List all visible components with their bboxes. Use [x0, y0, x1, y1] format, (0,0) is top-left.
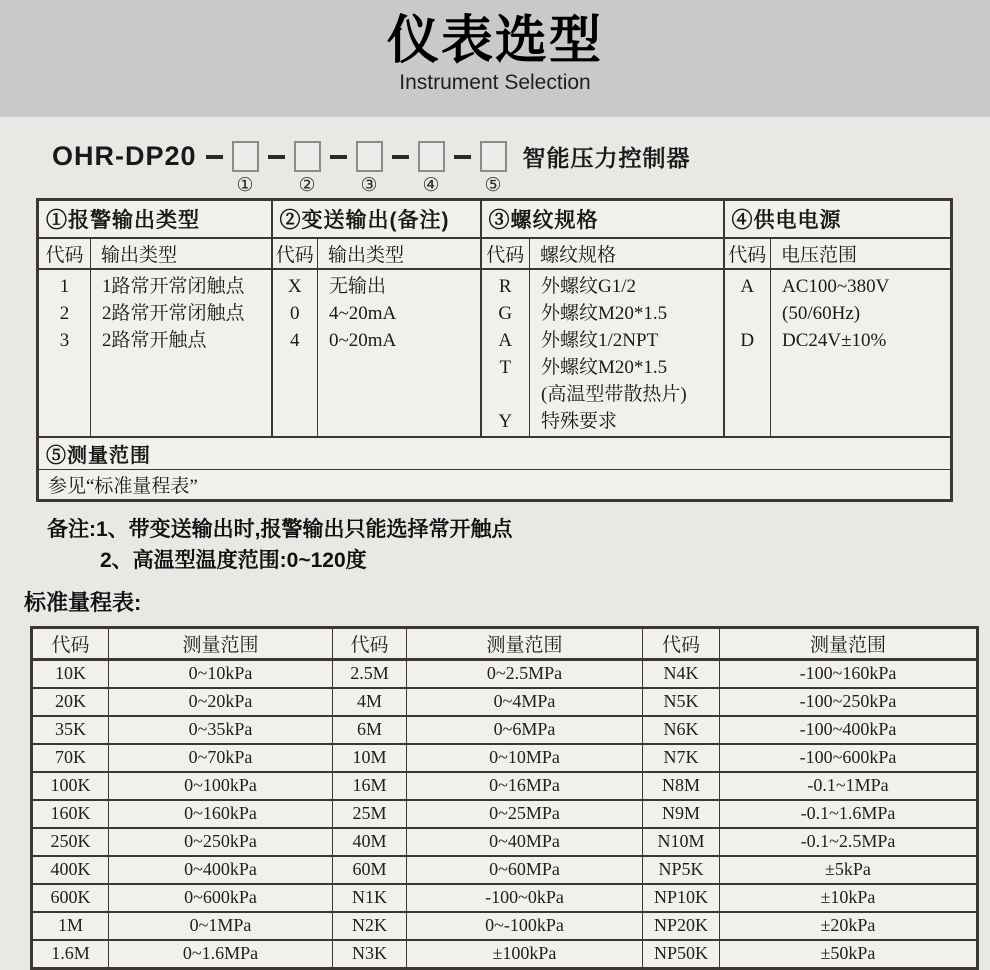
range-cell: 0~60MPa [407, 856, 643, 884]
code-cell: 0 [290, 302, 300, 324]
range-cell: -100~400kPa [720, 716, 978, 744]
code-cell: 160K [32, 800, 109, 828]
selection-table-subheaders [38, 238, 952, 269]
page-subtitle: Instrument Selection [399, 71, 591, 94]
model-prefix: OHR-DP20 [52, 141, 197, 171]
table-row [32, 659, 978, 688]
code-cell: 1.6M [32, 940, 109, 969]
page-banner [0, 0, 990, 117]
range-cell: ±100kPa [407, 940, 643, 969]
remark-line-2: 2、高温型温度范围:0~120度 [100, 548, 367, 572]
range-cell: -100~160kPa [720, 659, 978, 688]
range-cell: ±10kPa [720, 884, 978, 912]
value-cell: DC24V±10% [782, 329, 887, 351]
code-cell: N4K [643, 659, 720, 688]
code-cell: A [740, 275, 755, 297]
selection-table-body [38, 269, 952, 437]
section-4-values [771, 269, 952, 437]
value-cell: 外螺纹M20*1.5 [541, 356, 668, 378]
code-cell: NP20K [643, 912, 720, 940]
code-cell: N7K [643, 744, 720, 772]
range-cell: 0~40MPa [407, 828, 643, 856]
code-cell: 6M [333, 716, 407, 744]
code-cell: 25M [333, 800, 407, 828]
code-cell: 10K [32, 659, 109, 688]
range-table-label: 标准量程表: [24, 589, 142, 615]
range-cell: 0~160kPa [109, 800, 333, 828]
dash-separator [330, 155, 347, 159]
code-cell: N1K [333, 884, 407, 912]
code-cell: X [287, 275, 302, 297]
code-cell: 60M [333, 856, 407, 884]
slot-number-5: ⑤ [484, 175, 502, 196]
code-cell: N8M [643, 772, 720, 800]
range-cell: -100~0kPa [407, 884, 643, 912]
table-row [32, 856, 978, 884]
selection-table-section-headers [38, 200, 952, 238]
range-cell: -100~250kPa [720, 688, 978, 716]
code-cell: N6K [643, 716, 720, 744]
value-cell: (50/60Hz) [782, 302, 861, 324]
code-cell: NP5K [643, 856, 720, 884]
standard-range-table [30, 626, 979, 970]
dash-separator [206, 155, 223, 159]
selection-table [36, 198, 953, 502]
code-cell: 20K [32, 688, 109, 716]
code-cell: 16M [333, 772, 407, 800]
section-3-code-header: 代码 [481, 238, 530, 269]
range-cell: 0~100kPa [109, 772, 333, 800]
code-cell [726, 300, 770, 327]
code-cell: N5K [643, 688, 720, 716]
model-slot-5 [480, 141, 507, 196]
range-cell: -0.1~1MPa [720, 772, 978, 800]
col-header: 代码 [32, 627, 109, 659]
range-cell: ±20kPa [720, 912, 978, 940]
code-cell: 100K [32, 772, 109, 800]
range-cell: 0~2.5MPa [407, 659, 643, 688]
section-5-value-row [38, 469, 952, 500]
section-5-header-row [38, 437, 952, 470]
section-1-codes [38, 269, 91, 437]
code-cell: 3 [59, 329, 70, 351]
range-cell: ±5kPa [720, 856, 978, 884]
table-row [32, 828, 978, 856]
section-4-code-header: 代码 [724, 238, 771, 269]
code-cell: G [498, 302, 513, 324]
code-cell: 600K [32, 884, 109, 912]
table-row [32, 800, 978, 828]
model-slot-1 [232, 141, 259, 196]
value-cell: 2路常开常闭触点 [102, 302, 245, 324]
code-cell: 2.5M [333, 659, 407, 688]
dash-separator [392, 155, 409, 159]
model-slot-2 [294, 141, 321, 196]
code-cell: A [498, 329, 513, 351]
range-cell: 0~16MPa [407, 772, 643, 800]
code-cell: 4M [333, 688, 407, 716]
table-row [32, 884, 978, 912]
code-cell: Y [498, 410, 513, 432]
table-row [32, 940, 978, 969]
dash-separator [454, 155, 471, 159]
range-cell: ±50kPa [720, 940, 978, 969]
page-title: 仪表选型 [386, 12, 603, 70]
section-3-values [530, 269, 724, 437]
code-cell: N3K [333, 940, 407, 969]
col-header: 测量范围 [109, 627, 333, 659]
section-1-code-header: 代码 [38, 238, 91, 269]
value-cell: 2路常开触点 [102, 329, 207, 351]
range-cell: 0~-100kPa [407, 912, 643, 940]
code-cell: 70K [32, 744, 109, 772]
col-header: 测量范围 [720, 627, 978, 659]
section-3-title: ③螺纹规格 [481, 200, 724, 238]
value-cell: 无输出 [329, 275, 387, 297]
section-2-code-header: 代码 [272, 238, 318, 269]
range-table-header-row [32, 627, 978, 659]
code-cell: NP50K [643, 940, 720, 969]
col-header: 代码 [333, 627, 407, 659]
range-cell: 0~4MPa [407, 688, 643, 716]
value-cell: 0~20mA [329, 329, 397, 351]
value-cell: 外螺纹G1/2 [541, 275, 637, 297]
value-cell: 4~20mA [329, 302, 397, 324]
table-row [32, 772, 978, 800]
range-cell: 0~10MPa [407, 744, 643, 772]
range-cell: 0~1.6MPa [109, 940, 333, 969]
slot-number-1: ① [236, 175, 254, 196]
value-cell: 外螺纹M20*1.5 [541, 302, 668, 324]
section-2-title: ②变送输出(备注) [272, 200, 481, 238]
range-cell: 0~6MPa [407, 716, 643, 744]
range-cell: -0.1~1.6MPa [720, 800, 978, 828]
value-cell: 外螺纹1/2NPT [541, 329, 659, 351]
section-4-title: ④供电电源 [724, 200, 952, 238]
section-2-codes [272, 269, 318, 437]
code-cell: N10M [643, 828, 720, 856]
code-cell: 4 [290, 329, 300, 351]
slot-number-2: ② [298, 175, 316, 196]
section-2-values [318, 269, 481, 437]
table-row [32, 912, 978, 940]
range-cell: -100~600kPa [720, 744, 978, 772]
section-2-value-header: 输出类型 [318, 238, 481, 269]
range-cell: -0.1~2.5MPa [720, 828, 978, 856]
code-cell: 250K [32, 828, 109, 856]
code-cell: 1M [32, 912, 109, 940]
range-cell: 0~600kPa [109, 884, 333, 912]
section-5-value: 参见“标准量程表” [48, 475, 198, 497]
section-1-title: ①报警输出类型 [38, 200, 272, 238]
code-cell: N2K [333, 912, 407, 940]
value-cell: 1路常开常闭触点 [102, 275, 245, 297]
section-3-value-header: 螺纹规格 [530, 238, 724, 269]
value-cell: 特殊要求 [541, 410, 618, 432]
range-cell: 0~25MPa [407, 800, 643, 828]
section-5-title: ⑤测量范围 [38, 437, 952, 470]
code-cell: 2 [59, 302, 70, 324]
range-cell: 0~35kPa [109, 716, 333, 744]
model-code-diagram [52, 140, 990, 196]
section-3-codes [481, 269, 530, 437]
section-4-value-header: 电压范围 [771, 238, 952, 269]
remark-line-1: 备注:1、带变送输出时,报警输出只能选择常开触点 [47, 517, 513, 541]
range-cell: 0~70kPa [109, 744, 333, 772]
slot-number-3: ③ [360, 175, 378, 196]
range-cell: 0~400kPa [109, 856, 333, 884]
model-slot-3 [356, 141, 383, 196]
code-cell: 400K [32, 856, 109, 884]
section-1-values [91, 269, 272, 437]
remarks [47, 516, 990, 575]
code-cell: 10M [333, 744, 407, 772]
col-header: 测量范围 [407, 627, 643, 659]
range-cell: 0~1MPa [109, 912, 333, 940]
range-cell: 0~10kPa [109, 659, 333, 688]
table-row [32, 716, 978, 744]
range-cell: 0~250kPa [109, 828, 333, 856]
code-cell: NP10K [643, 884, 720, 912]
value-cell: (高温型带散热片) [541, 383, 687, 405]
code-cell: D [740, 329, 755, 351]
table-row [32, 744, 978, 772]
code-cell: T [499, 356, 512, 378]
code-cell: 35K [32, 716, 109, 744]
code-cell: N9M [643, 800, 720, 828]
model-suffix: 智能压力控制器 [522, 145, 691, 171]
table-row [32, 688, 978, 716]
col-header: 代码 [643, 627, 720, 659]
model-slot-4 [418, 141, 445, 196]
section-1-value-header: 输出类型 [91, 238, 272, 269]
code-cell [483, 381, 529, 408]
range-cell: 0~20kPa [109, 688, 333, 716]
value-cell: AC100~380V [782, 275, 890, 297]
dash-separator [268, 155, 285, 159]
slot-number-4: ④ [422, 175, 440, 196]
code-cell: R [498, 275, 512, 297]
code-cell: 40M [333, 828, 407, 856]
section-4-codes [724, 269, 771, 437]
code-cell: 1 [59, 275, 70, 297]
